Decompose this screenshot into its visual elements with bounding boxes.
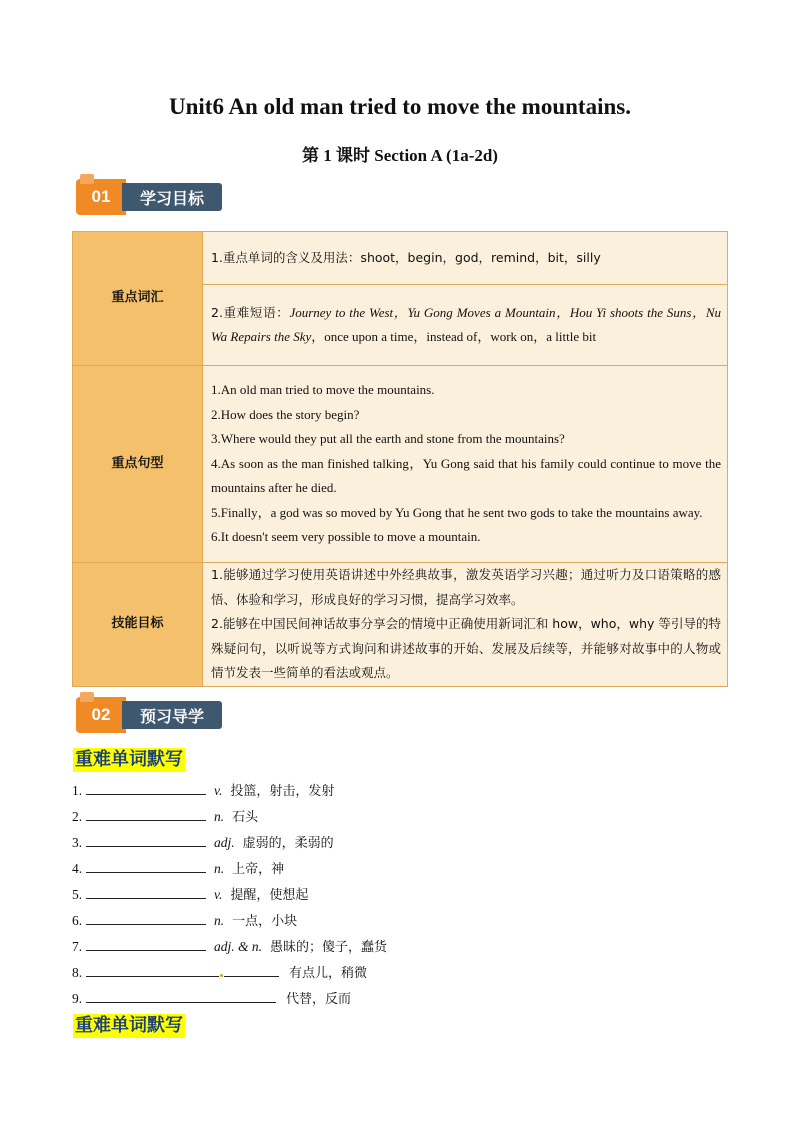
list-item [72, 857, 284, 877]
vocab-heading: 重难单词默写 [75, 749, 183, 770]
answer-blank[interactable] [86, 857, 206, 873]
list-item [72, 883, 308, 903]
meaning: 有点儿，稍微 [289, 966, 368, 981]
dot-mark [220, 974, 223, 977]
item-number: 5. [72, 887, 83, 902]
item-number: 7. [72, 939, 83, 954]
answer-blank[interactable] [86, 961, 219, 977]
item-number: 1. [72, 783, 83, 798]
sentence-line: 5.Finally，a god was so moved by Yu Gong that he sent two gods to take the mountains away. [211, 504, 703, 520]
item-number: 2. [72, 809, 83, 824]
answer-blank[interactable] [86, 831, 206, 847]
answer-blank[interactable] [86, 883, 206, 899]
answer-blank-tail[interactable] [224, 961, 279, 977]
sentence-line: 6.It doesn't seem very possible to move a mountain. [211, 529, 481, 545]
phrases-italic: Journey to the West，Yu Gong Moves a Mountain，Hou Yi shoots the Suns，Nu Wa Repairs the Sky [211, 304, 721, 344]
list-item [72, 779, 334, 799]
item-number: 3. [72, 835, 83, 850]
category-cell: 重点词汇 [73, 232, 203, 366]
learning-goals-table [72, 231, 728, 687]
phrases-prefix: 2.重难短语： [211, 304, 290, 320]
item-number: 4. [72, 861, 83, 876]
answer-blank[interactable] [86, 805, 206, 821]
list-item [72, 961, 367, 981]
sentence-line: 1.An old man tried to move the mountains. [211, 382, 435, 398]
list-item [72, 805, 258, 825]
document-title: Unit6 An old man tried to move the mountains. [169, 94, 631, 119]
meaning: 石头 [232, 810, 259, 825]
goal-item [203, 285, 728, 366]
answer-blank[interactable] [86, 779, 206, 795]
meaning: 代替，反而 [286, 992, 352, 1007]
part-of-speech: adj. & n. [214, 939, 263, 954]
meaning: 一点，小块 [232, 914, 298, 929]
list-item [72, 909, 297, 929]
section-number: 01 [76, 179, 126, 215]
meaning: 上帝，神 [232, 862, 285, 877]
category-cell: 重点句型 [73, 366, 203, 563]
skill-line: 1.能够通过学习使用英语讲述中外经典故事，激发英语学习兴趣；通过听力及口语策略的感悟、体验和学习，形成良好的学习习惯，提高学习效率。 [211, 567, 721, 607]
list-item [72, 831, 334, 851]
part-of-speech: v. [214, 783, 223, 798]
list-item [72, 935, 387, 955]
goal-item [203, 563, 728, 687]
sentence-line: 3.Where would they put all the earth and stone from the mountains? [211, 431, 565, 447]
meaning: 提醒，使想起 [230, 888, 309, 903]
answer-blank[interactable] [86, 909, 206, 925]
answer-blank[interactable] [86, 935, 206, 951]
table-row [73, 232, 728, 285]
item-number: 6. [72, 913, 83, 928]
part-of-speech: v. [214, 887, 223, 902]
section-label: 预习导学 [122, 701, 222, 729]
table-row [73, 366, 728, 563]
lesson-subtitle: 第 1 课时 Section A (1a-2d) [302, 146, 498, 165]
skill-line: 2.能够在中国民间神话故事分享会的情境中正确使用新词汇和 how，who，why 等引导的特殊疑问句，以听说等方式询问和讲述故事的开始、发展及后续等，并能够对故事中的人物或情节发表一些简单的看法或观点。 [211, 616, 721, 680]
meaning: 虚弱的，柔弱的 [242, 836, 334, 851]
goal-item [203, 366, 728, 563]
meaning: 愚昧的；傻子，蠢货 [270, 940, 388, 955]
item-number: 9. [72, 991, 83, 1006]
part-of-speech: adj. [214, 835, 235, 850]
answer-blank[interactable] [86, 987, 276, 1003]
next-section-heading: 重难单词默写 [75, 1015, 183, 1036]
sentence-line: 4.As soon as the man finished talking，Yu Gong said that his family could continue to move the mountains after he died. [211, 455, 721, 496]
category-cell: 技能目标 [73, 563, 203, 687]
goal-item [203, 232, 728, 285]
item-number: 8. [72, 965, 83, 980]
part-of-speech: n. [214, 913, 225, 928]
meaning: 投篮，射击，发射 [230, 784, 335, 799]
key-words-line: 1.重点单词的含义及用法：shoot，begin，god，remind，bit，silly [211, 249, 601, 265]
part-of-speech: n. [214, 861, 225, 876]
section-header-learning-goals [76, 179, 226, 215]
part-of-speech: n. [214, 809, 225, 824]
list-item [72, 987, 351, 1007]
section-header-preview [76, 697, 226, 733]
section-label: 学习目标 [122, 183, 222, 211]
section-number: 02 [76, 697, 126, 733]
sentence-line: 2.How does the story begin? [211, 406, 360, 422]
phrases-suffix: ，once upon a time，instead of，work on，a little bit [311, 329, 597, 344]
table-row [73, 563, 728, 687]
